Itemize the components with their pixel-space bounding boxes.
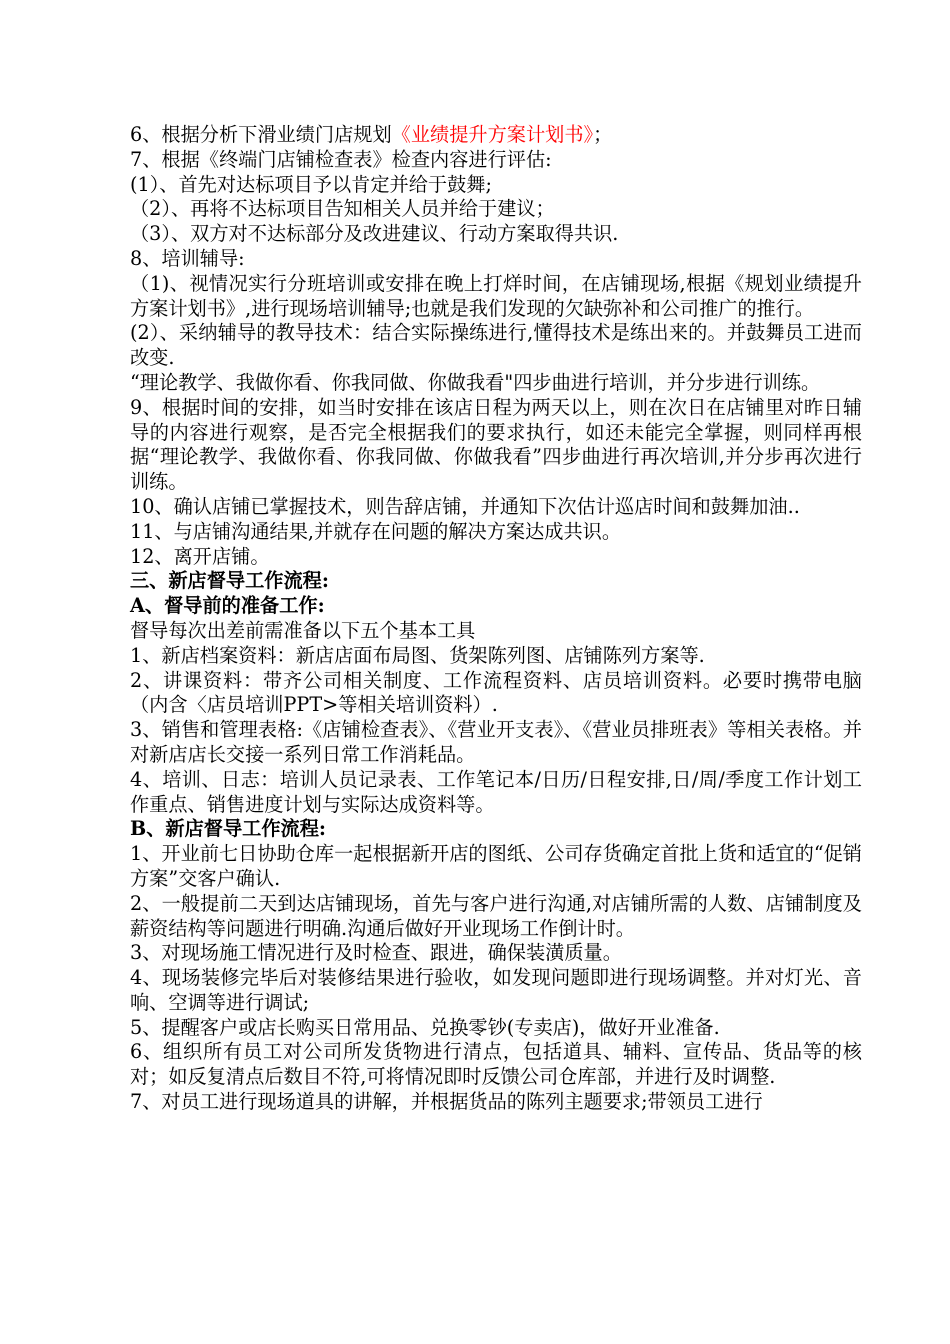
paragraph-tool-2: 2、讲课资料：带齐公司相关制度、工作流程资料、店员培训资料。必要时携带电脑（内含〈店员培训PPT>等相关培训资料）. xyxy=(130,668,862,717)
document-page xyxy=(130,123,862,1115)
paragraph-subitem-3: （3）、双方对不达标部分及改进建议、行动方案取得共识. xyxy=(130,222,619,246)
paragraph-subitem-1: (1）、首先对达标项目予以肯定并给于鼓舞; xyxy=(130,172,492,196)
paragraph-training-1: （1)、视情况实行分班培训或安排在晚上打烊时间，在店铺现场,根据《规划业绩提升方案计划书》,进行现场培训辅导;也就是我们发现的欠缺弥补和公司推广的推行。 xyxy=(130,271,862,320)
paragraph-intro: 督导每次出差前需准备以下五个基本工具 xyxy=(130,618,476,642)
paragraph-item-9: 9、根据时间的安排，如当时安排在该店日程为两天以上，则在次日在店铺里对昨日辅导的内容进行观察，是否完全根据我们的要求执行，如还未能完全掌握，则同样再根据“理论教学、我做你看、你我同做、你做我看”四步曲进行再次培训,并分步再次进行训练。 xyxy=(130,395,862,494)
paragraph-item-7: 7、根据《终端门店铺检查表》检查内容进行评估: xyxy=(130,147,552,171)
paragraph-item-12: 12、离开店铺。 xyxy=(130,544,270,568)
paragraph-text: 6、根据分析下滑业绩门店规划 xyxy=(130,123,392,146)
paragraph-item-10: 10、确认店铺已掌握技术，则告辞店铺，并通知下次估计巡店时间和鼓舞加油.. xyxy=(130,494,800,518)
paragraph-training-2: (2）、采纳辅导的教导技术：结合实际操练进行,懂得技术是练出来的。并鼓舞员工进而改变. xyxy=(130,321,862,370)
paragraph-subitem-2: （2）、再将不达标项目告知相关人员并给于建议； xyxy=(130,197,555,221)
paragraph-flow-6: 6、组织所有员工对公司所发货物进行清点，包括道具、辅料、宣传品、货品等的核对；如反复清点后数目不符,可将情况即时反馈公司仓库部，并进行及时调整. xyxy=(130,1040,862,1089)
paragraph-item-11: 11、与店铺沟通结果,并就存在问题的解决方案达成共识。 xyxy=(130,519,622,543)
subsection-heading-b: B、新店督导工作流程: xyxy=(130,817,326,841)
paragraph-flow-2: 2、一般提前二天到达店铺现场，首先与客户进行沟通,对店铺所需的人数、店铺制度及薪资结构等问题进行明确.沟通后做好开业现场工作倒计时。 xyxy=(130,891,862,940)
paragraph-tool-1: 1、新店档案资料：新店店面布局图、货架陈列图、店铺陈列方案等. xyxy=(130,643,705,667)
paragraph-flow-5: 5、提醒客户或店长购买日常用品、兑换零钞(专卖店)，做好开业准备. xyxy=(130,1015,720,1039)
paragraph-flow-4: 4、现场装修完毕后对装修结果进行验收，如发现问题即进行现场调整。并对灯光、音响、空调等进行调试; xyxy=(130,966,862,1014)
plan-book-title-highlight: 《业绩提升方案计划书》 xyxy=(391,123,594,146)
subsection-heading-a: A、督导前的准备工作: xyxy=(130,594,325,618)
paragraph-tool-3: 3、销售和管理表格:《店铺检查表》、《营业开支表》、《营业员排班表》等相关表格。并对新店店长交接一系列日常工作消耗品。 xyxy=(130,718,862,766)
paragraph-flow-3: 3、对现场施工情况进行及时检查、跟进，确保装潢质量。 xyxy=(130,941,622,965)
paragraph-item-8: 8、培训辅导: xyxy=(130,246,245,270)
paragraph-tool-4: 4、培训、日志：培训人员记录表、工作笔记本/日历/日程安排,日/周/季度工作计划工作重点、销售进度计划与实际达成资料等。 xyxy=(130,767,862,816)
paragraph-flow-7: 7、对员工进行现场道具的讲解，并根据货品的陈列主题要求;带领员工进行 xyxy=(130,1090,763,1114)
paragraph-item-6 xyxy=(130,123,862,148)
section-heading-new-store: 三、新店督导工作流程: xyxy=(130,569,329,593)
paragraph-flow-1: 1、开业前七日协助仓库一起根据新开店的图纸、公司存货确定首批上货和适宜的“促销方案”交客户确认. xyxy=(130,842,862,890)
paragraph-four-steps: “理论教学、我做你看、你我同做、你做我看"四步曲进行培训，并分步进行训练。 xyxy=(130,370,821,394)
paragraph-text: ； xyxy=(593,123,613,146)
